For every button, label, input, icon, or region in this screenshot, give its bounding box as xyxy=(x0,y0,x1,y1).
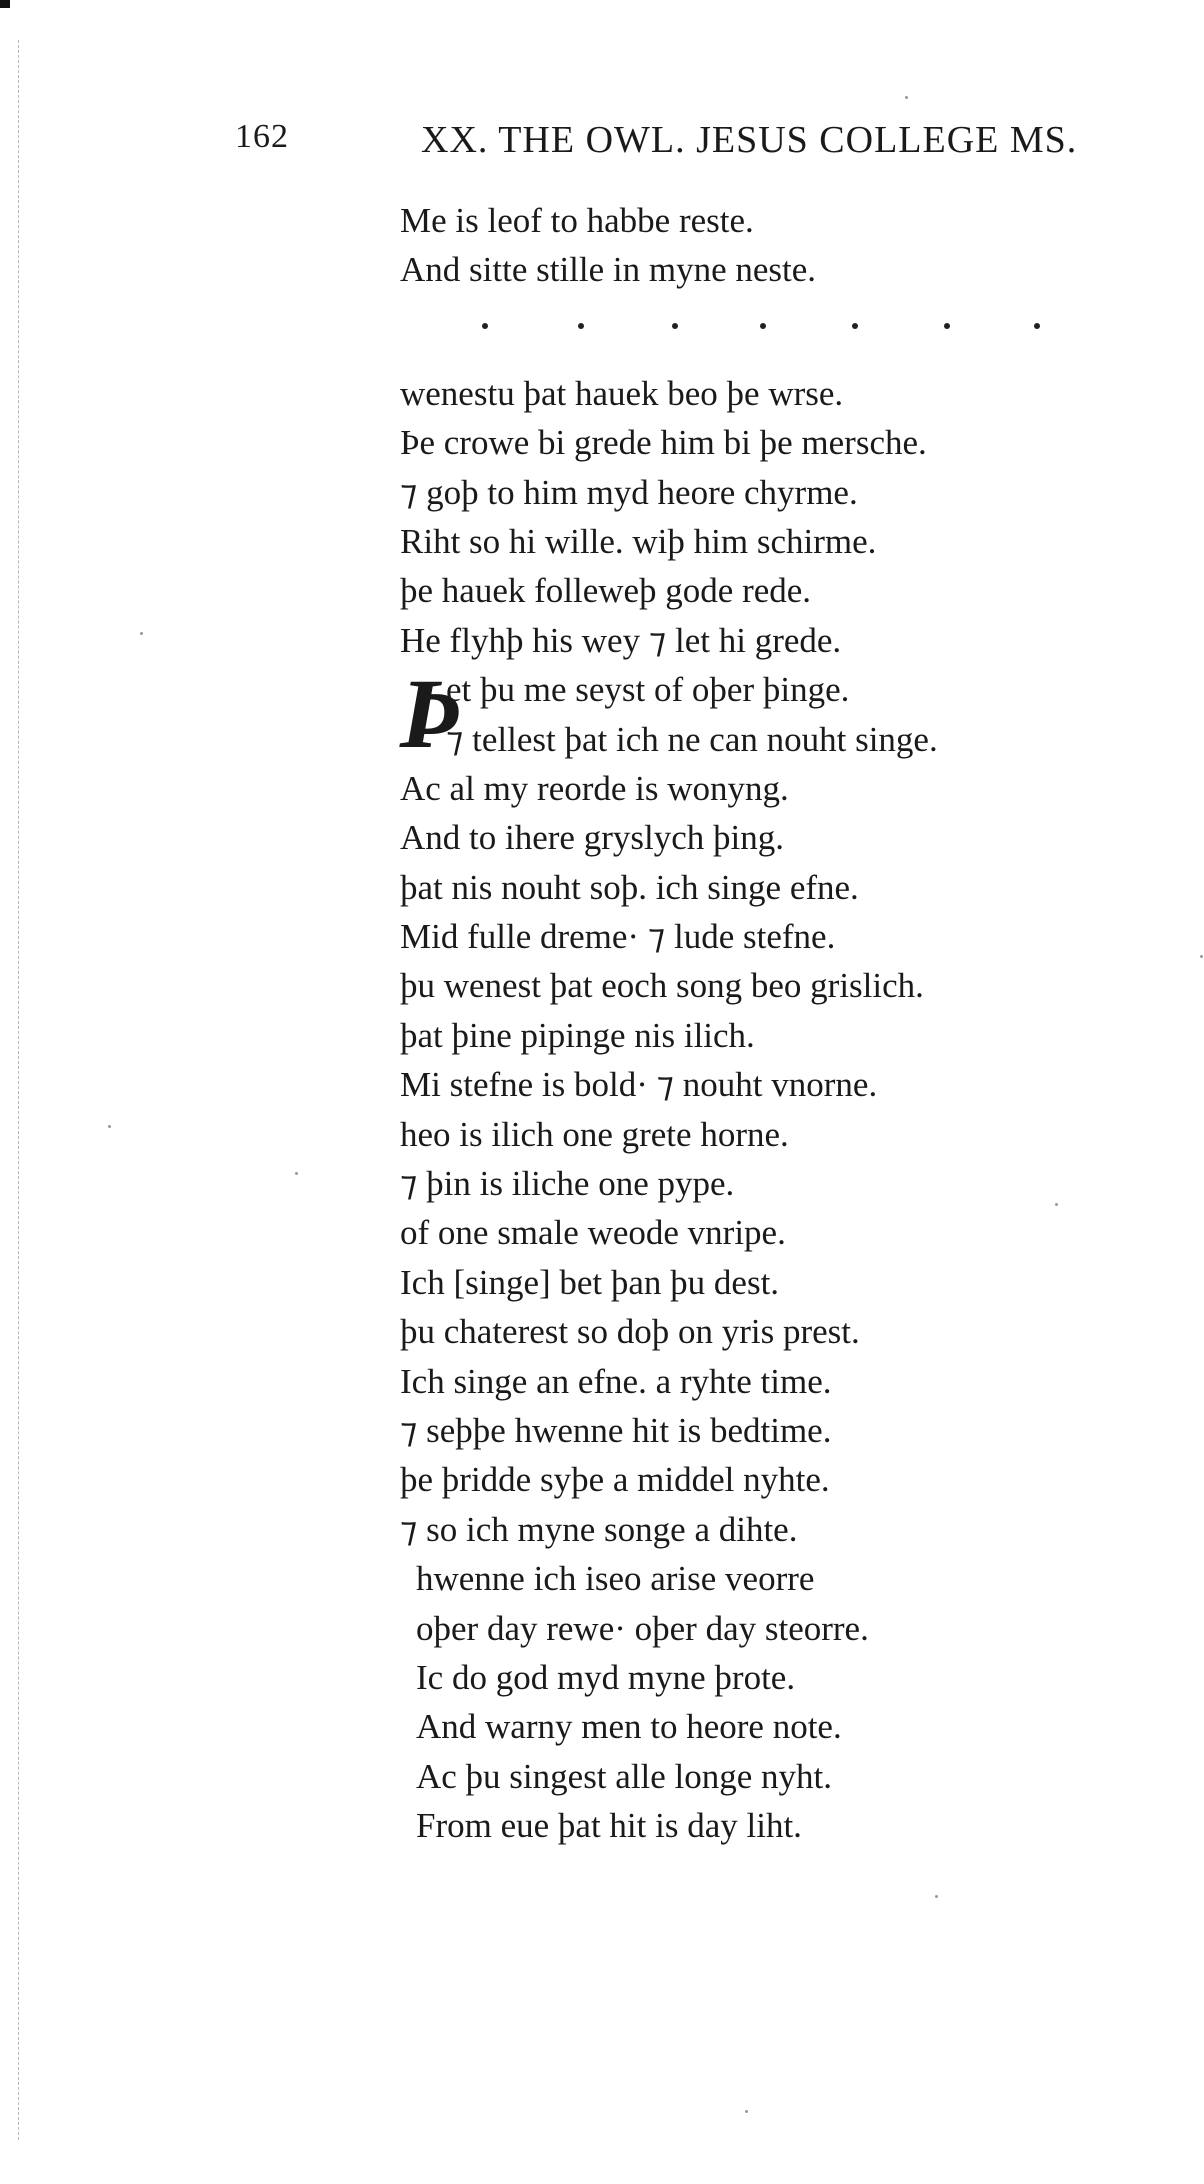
binding-gutter xyxy=(18,40,19,2140)
verse-line: þu chaterest so doþ on yris prest. xyxy=(400,1312,860,1352)
verse-line: Ac al my reorde is wonyng. xyxy=(400,768,789,808)
verse-line: And to ihere gryslych þing. xyxy=(400,818,784,858)
corner-mark xyxy=(0,0,10,8)
verse-line: Ich [singe] bet þan þu dest. xyxy=(400,1262,780,1302)
verse-line: Me is leof to habbe reste. xyxy=(400,201,754,240)
verse-line: þu wenest þat eoch song beo grislich. xyxy=(400,966,924,1006)
verse-line: And sitte stille in myne neste. xyxy=(400,250,817,290)
drop-initial-passage xyxy=(400,658,1190,770)
verse-line: et þu me seyst of oþer þinge. xyxy=(446,670,850,710)
verse-line: þe þridde syþe a middel nyhte. xyxy=(400,1460,830,1500)
verse-line: Riht so hi wille. wiþ him schirme. xyxy=(400,521,877,561)
verse-line: þat nis nouht soþ. ich singe efne. xyxy=(400,867,859,907)
verse-line: Mi stefne is bold· ⁊ nouht vnorne. xyxy=(400,1065,878,1105)
verse-line: From eue þat hit is day liht. xyxy=(416,1806,802,1846)
verse-line: hwenne ich iseo arise veorre xyxy=(416,1559,815,1599)
verse-line: oþer day rewe· oþer day steorre. xyxy=(416,1608,869,1648)
verse-line: Ic do god myd myne þrote. xyxy=(416,1657,796,1697)
verse-line: þat þine pipinge nis ilich. xyxy=(400,1015,755,1055)
verse-line: ⁊ seþþe hwenne hit is bedtime. xyxy=(400,1410,832,1450)
verse-line: ⁊ tellest þat ich ne can nouht singe. xyxy=(446,719,938,759)
verse-line: þe hauek folleweþ gode rede. xyxy=(400,571,812,611)
running-head-title: XX. THE OWL. JESUS COLLEGE MS. xyxy=(421,119,1078,161)
verse-line: ⁊ þin is iliche one pype. xyxy=(400,1164,735,1204)
verse-line: ⁊ goþ to him myd heore chyrme. xyxy=(400,472,858,512)
drop-initial-letter: Þ xyxy=(400,658,462,770)
verse-line: He flyhþ his wey ⁊ let hi grede. xyxy=(400,620,842,660)
verse-line: heo is ilich one grete horne. xyxy=(400,1114,789,1154)
verse-line: ⁊ so ich myne songe a dihte. xyxy=(400,1509,798,1549)
verse-line: And warny men to heore note. xyxy=(416,1707,842,1747)
verse-line: Mid fulle dreme· ⁊ lude stefne. xyxy=(400,917,836,957)
page-number: 162 xyxy=(235,118,289,155)
poem-text xyxy=(400,196,1190,1851)
lacuna-dots xyxy=(400,295,1190,369)
verse-line: Ich singe an efne. a ryhte time. xyxy=(400,1361,832,1401)
verse-line: Ac þu singest alle longe nyht. xyxy=(416,1756,833,1796)
running-head xyxy=(235,118,1195,168)
verse-line: of one smale weode vnripe. xyxy=(400,1213,786,1253)
verse-line: Þe crowe bi grede him bi þe mersche. xyxy=(400,423,927,463)
verse-line: wenestu þat hauek beo þe wrse. xyxy=(400,373,844,413)
